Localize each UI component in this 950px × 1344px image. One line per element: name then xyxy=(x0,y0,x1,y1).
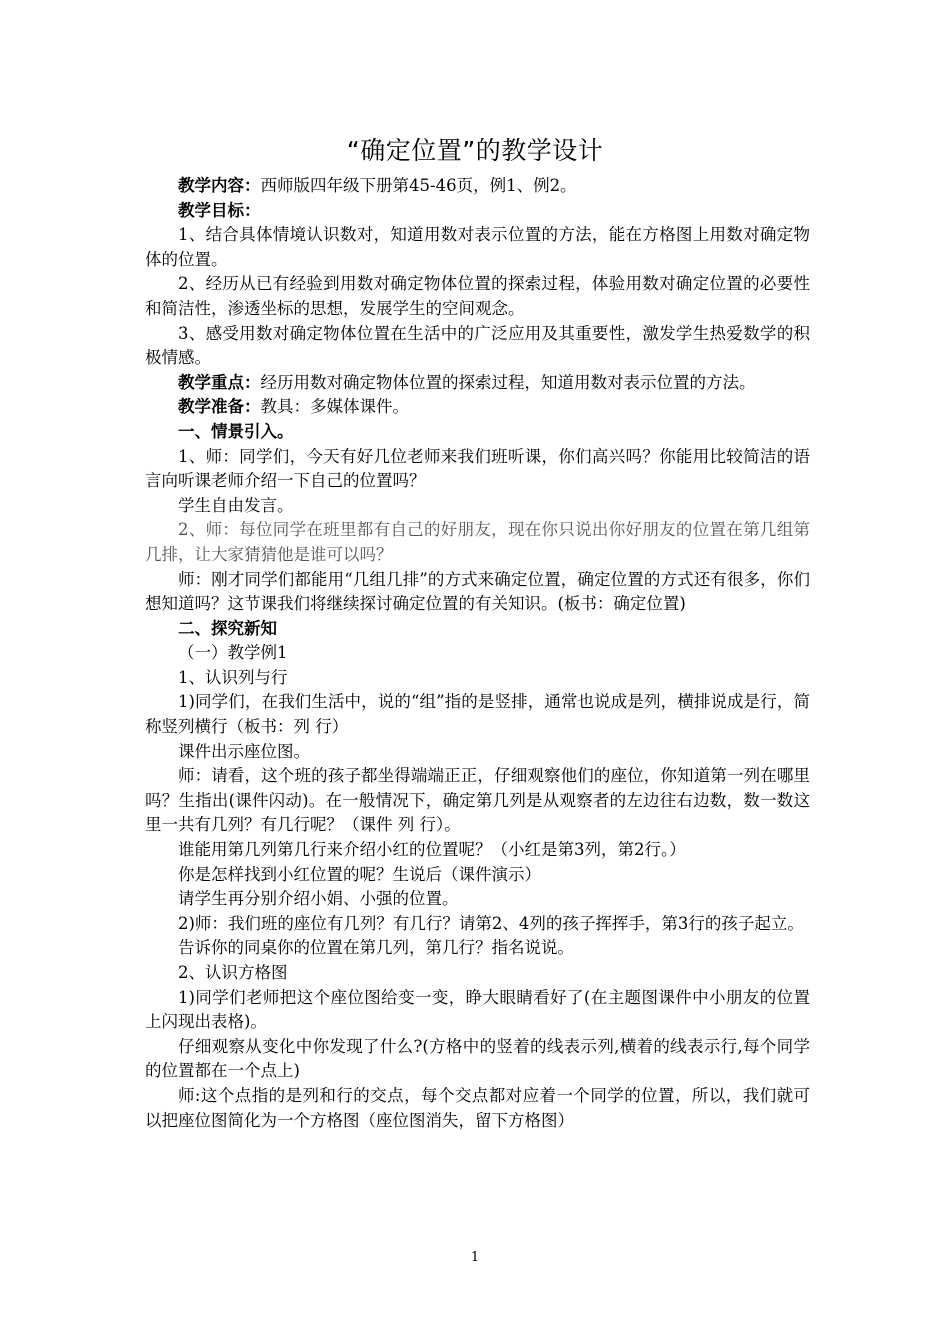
section-heading-1: 一、情景引入。 xyxy=(178,421,294,441)
paragraph-key-points: 教学重点：经历用数对确定物体位置的探索过程，知道用数对表示位置的方法。 xyxy=(178,372,756,392)
paragraph-goal-3: 3、感受用数对确定物体位置在生活中的广泛应用及其重要性，激发学生热爱数学的积极情感。 xyxy=(145,323,810,368)
subheading-example-1: （一）教学例1 xyxy=(178,643,288,663)
document-title: “确定位置”的教学设计 xyxy=(346,136,604,165)
paragraph-explore-7: 2)师：我们班的座位有几列？有几行？请第2、4列的孩子挥挥手，第3行的孩子起立。 xyxy=(178,913,804,933)
paragraph-intro-4: 师：刚才同学们都能用“几组几排”的方式来确定位置，确定位置的方式还有很多，你们想知道吗？这节课我们将继续探讨确定位置的有关知识。(板书：确定位置) xyxy=(145,569,810,614)
paragraph-grid-1: 1)同学们老师把这个座位图给变一变，睁大眼睛看好了(在主题图课件中小朋友的位置上闪现出表格)。 xyxy=(145,987,810,1032)
subheading-columns-rows: 1、认识列与行 xyxy=(178,667,288,687)
paragraph-grid-2: 仔细观察从变化中你发现了什么?(方格中的竖着的线表示列,横着的线表示行,每个同学的位置都在一个点上) xyxy=(145,1036,810,1081)
paragraph-intro-3: 2、师：每位同学在班里都有自己的好朋友，现在你只说出你好朋友的位置在第几组第几排，让大家猜猜他是谁可以吗？ xyxy=(145,520,810,564)
paragraph-intro-1: 1、师：同学们，今天有好几位老师来我们班听课，你们高兴吗？你能用比较简洁的语言向听课老师介绍一下自己的位置吗？ xyxy=(145,446,810,491)
paragraph-explore-8: 告诉你的同桌你的位置在第几列，第几行？指名说说。 xyxy=(178,938,574,958)
label-teaching-goals: 教学目标： xyxy=(178,200,261,220)
label-teaching-content: 教学内容： xyxy=(178,176,261,195)
paragraph-preparation: 教学准备：教具：多媒体课件。 xyxy=(178,397,409,417)
paragraph-explore-3: 师：请看，这个班的孩子都坐得端端正正，仔细观察他们的座位，你知道第一列在哪里吗？生指出(课件闪动)。在一般情况下，确定第几列是从观察者的左边往右边数，数一数这里一共有几列？有几行呢？（课件 列 行）。 xyxy=(145,766,810,835)
label-key-points: 教学重点： xyxy=(178,372,261,392)
paragraph-teaching-content: 教学内容：西师版四年级下册第45-46页，例1、例2。 xyxy=(178,176,577,195)
paragraph-explore-6: 请学生再分别介绍小娟、小强的位置。 xyxy=(178,889,459,909)
subheading-grid: 2、认识方格图 xyxy=(178,963,288,982)
section-heading-2: 二、探究新知 xyxy=(178,618,277,638)
paragraph-grid-3: 师:这个点指的是列和行的交点，每个交点都对应着一个同学的位置，所以，我们就可以把座位图简化为一个方格图（座位图消失，留下方格图） xyxy=(145,1085,810,1130)
paragraph-teaching-goals xyxy=(145,199,810,224)
page-number: 1 xyxy=(470,1250,480,1265)
document-body xyxy=(145,174,810,1133)
paragraph-explore-4: 谁能用第几列第几行来介绍小红的位置呢？（小红是第3列，第2行。） xyxy=(178,840,686,860)
paragraph-goal-1: 1、结合具体情境认识数对，知道用数对表示位置的方法，能在方格图上用数对确定物体的位置。 xyxy=(145,225,810,269)
label-preparation: 教学准备： xyxy=(178,397,261,417)
paragraph-explore-2: 课件出示座位图。 xyxy=(178,741,310,761)
paragraph-intro-2: 学生自由发言。 xyxy=(178,495,294,515)
paragraph-goal-2: 2、经历从已有经验到用数对确定物体位置的探索过程，体验用数对确定位置的必要性和简洁性，渗透坐标的思想，发展学生的空间观念。 xyxy=(145,274,810,318)
paragraph-explore-1: 1)同学们，在我们生活中，说的“组”指的是竖排，通常也说成是列，横排说成是行，简称竖列横行（板书：列 行） xyxy=(145,692,810,737)
paragraph-explore-5: 你是怎样找到小红位置的呢？生说后（课件演示） xyxy=(178,864,541,884)
